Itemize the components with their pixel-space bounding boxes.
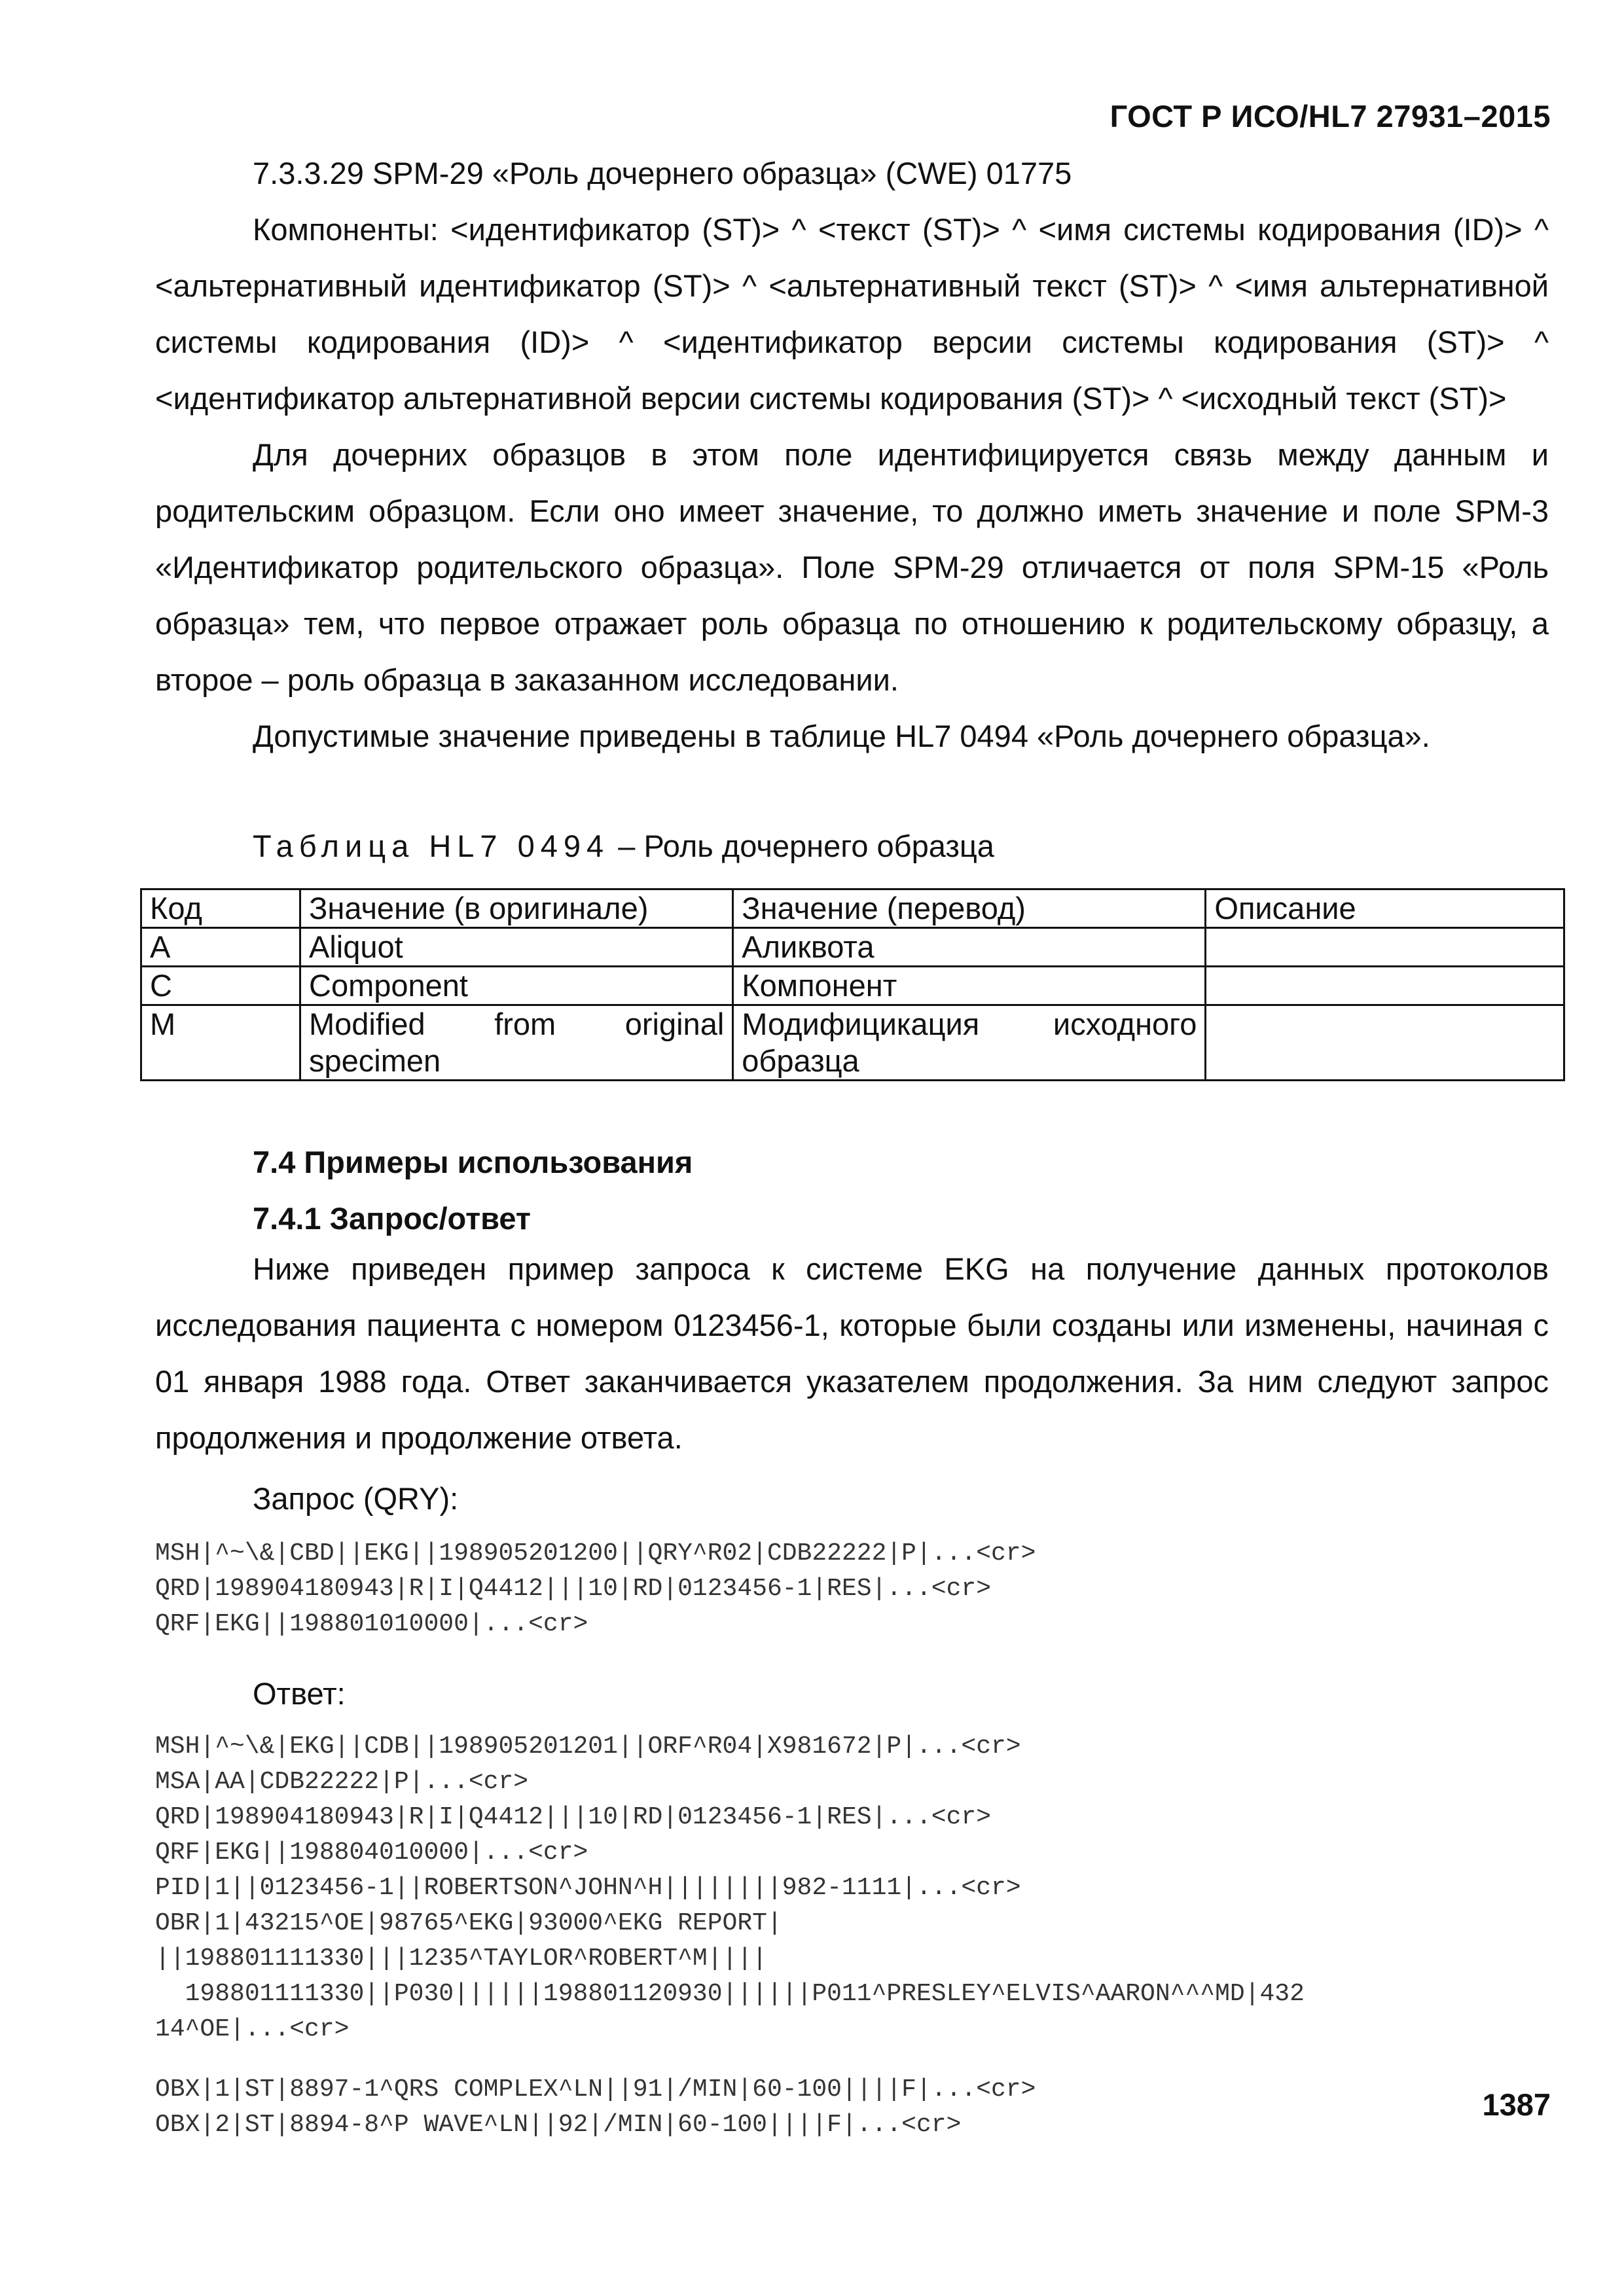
answer-label: Ответ: xyxy=(253,1676,346,1711)
standard-header: ГОСТ Р ИСО/HL7 27931–2015 xyxy=(1110,99,1551,134)
section-7-4-1-body xyxy=(155,1241,1549,1466)
table-cell: C xyxy=(141,967,300,1005)
table-reference-paragraph: Допустимые значение приведены в таблице HL7 0494 «Роль дочернего образца». xyxy=(253,719,1430,753)
components-paragraph: Компоненты: <идентификатор (ST)> ^ <текст (ST)> ^ <имя системы кодирования (ID)> ^ <альтернативный идентификатор (ST)> ^ <альтернативный текст (ST)> ^ <имя альтернативной системы кодирования (ID)> ^ <идентификатор версии системы кодирования (ST)> ^ <идентификатор альтернативной версии системы кодирования (ST)> ^ <исходный текст (ST)> xyxy=(155,212,1549,416)
table-caption-label: Таблица HL7 0494 xyxy=(253,829,610,863)
role-table xyxy=(140,888,1565,1081)
table-cell xyxy=(1206,928,1564,967)
table-cell: Aliquot xyxy=(300,928,733,967)
table-caption xyxy=(253,828,994,864)
table-cell: Модифицикация исходного образца xyxy=(733,1005,1206,1081)
table-cell: A xyxy=(141,928,300,967)
table-cell: Component xyxy=(300,967,733,1005)
table-header-cell: Описание xyxy=(1206,889,1564,928)
table-cell: Компонент xyxy=(733,967,1206,1005)
section-7-4-1-heading: 7.4.1 Запрос/ответ xyxy=(253,1201,531,1236)
section-7-4-heading: 7.4 Примеры использования xyxy=(253,1145,693,1179)
table-header-cell: Значение (в оригинале) xyxy=(300,889,733,928)
table-row xyxy=(141,967,1564,1005)
table-cell xyxy=(1206,1005,1564,1081)
table-cell: Аликвота xyxy=(733,928,1206,967)
table-cell: M xyxy=(141,1005,300,1081)
table-caption-dash: – xyxy=(609,829,644,863)
table-header-cell: Код xyxy=(141,889,300,928)
table-row xyxy=(141,1005,1564,1081)
table-cell: Modified from original specimen xyxy=(300,1005,733,1081)
table-header-cell: Значение (перевод) xyxy=(733,889,1206,928)
table-row xyxy=(141,928,1564,967)
table-caption-title: Роль дочернего образца xyxy=(643,829,994,863)
section-title: 7.3.3.29 SPM-29 «Роль дочернего образца» (CWE) 01775 xyxy=(253,156,1072,190)
section-7-3-3-29 xyxy=(155,145,1549,764)
answer-code-block: MSH|^~\&|EKG||CDB||198905201201||ORF^R04|X981672|P|...<cr> MSA|AA|CDB22222|P|...<cr> QRD|198904180943|R|I|Q4412|||10|RD|0123456-1|RES|...<cr> QRF|EKG||198804010000|...<cr> PID|1||0123456-1||ROBERTSON^JOHN^H||||||||982-1111|...<cr> OBR|1|43215^OE|98765^EKG|93000^EKG REPORT| ||198801111330|||1235^TAYLOR^ROBERT^M|||| 198801111330||P030||||||198801120930||||||P011^PRESLEY^ELVIS^AARON^^^MD|432 14^OE|...<cr> xyxy=(155,1732,1305,2043)
query-code-block: MSH|^~\&|CBD||EKG||198905201200||QRY^R02|CDB22222|P|...<cr> QRD|198904180943|R|I|Q4412|||10|RD|0123456-1|RES|...<cr> QRF|EKG||198801010000|...<cr> xyxy=(155,1539,1036,1638)
table-cell xyxy=(1206,967,1564,1005)
page-number: 1387 xyxy=(1482,2087,1551,2122)
example-paragraph: Ниже приведен пример запроса к системе EKG на получение данных протоколов исследования пациента с номером 0123456-1, которые были созданы или изменены, начиная с 01 января 1988 года. Ответ заканчивается указателем продолжения. За ним следуют запрос продолжения и продолжение ответа. xyxy=(155,1251,1549,1455)
query-label: Запрос (QRY): xyxy=(253,1481,459,1516)
answer-code-block-continued: OBX|1|ST|8897-1^QRS COMPLEX^LN||91|/MIN|60-100||||F|...<cr> OBX|2|ST|8894-8^P WAVE^LN||92|/MIN|60-100||||F|...<cr> xyxy=(155,2075,1036,2139)
table-header-row xyxy=(141,889,1564,928)
description-paragraph: Для дочерних образцов в этом поле идентифицируется связь между данным и родительским образцом. Если оно имеет значение, то должно иметь значение и поле SPM-3 «Идентификатор родительского образца». Поле SPM-29 отличается от поля SPM-15 «Роль образца» тем, что первое отражает роль образца по отношению к родительскому образцу, а второе – роль образца в заказанном исследовании. xyxy=(155,437,1549,697)
